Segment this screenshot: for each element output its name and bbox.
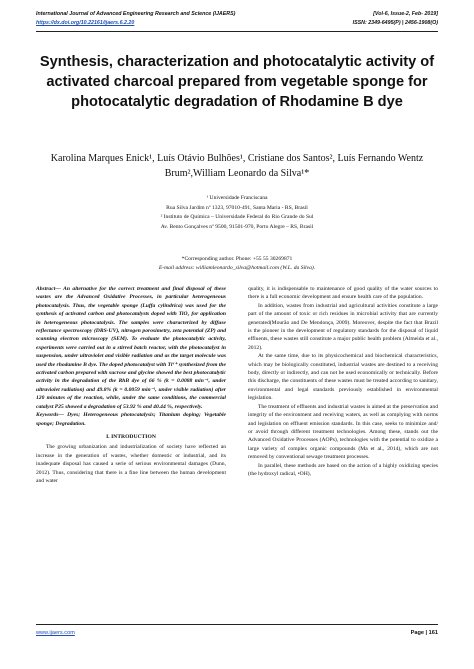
intro-paragraph: The growing urbanization and industrialization of society have reflected an increase in the generation of wastes, whether domestic or industrial, and its inadequate disposal has caused a serie of serious environmental damages (Dunn, 2012). Thus, considering that there is a fine line between the human development and water (36, 444, 226, 484)
affiliation-line: ² Instituto de Química – Universidade Federal do Rio Grande do Sul (160, 214, 314, 221)
journal-site-link[interactable]: www.ijaers.com (36, 630, 75, 636)
journal-name: International Journal of Advanced Engineering Research and Science (IJAERS) (36, 11, 236, 17)
affiliation-line: Rua Silva Jardim nº 1323, 97010-491, Santa Maria - RS, Brasil (166, 204, 308, 211)
keywords: Keywords— Dyes; Heterogeneous photocatalysis; Titanium doping; Vegetable sponge; Degradation. (36, 412, 226, 427)
header-rule (36, 31, 438, 32)
doi-link[interactable]: https://dx.doi.org/10.22161/ijaers.6.2.20 (36, 20, 135, 26)
right-column (248, 285, 438, 478)
abstract: Abstract— An alternative for the correct treatment and final disposal of these wastes are the Advanced Oxidative Processes, in particular heterogeneous photocatalysis. Thus, the vegetable sponge (Luffa cylindrica) was used for the synthesis of activated carbon and photocatalysts doped with TiO₂ for application in heterogeneous photocatalysis. The samples were characterized by diffuse reflectance spectroscopy (DRS-UV), nitrogen porosimetry, zeta potential (ZP) and scanning electron microscopy (SEM). To evaluate the photocatalytic activity, experiments were carried out in a stirred batch reactor, with the photocatalyst in suspension, under ultraviolet and visible radiation and as the target molecule was used the rhodamine B dye. The doped photocatalyst with Ti⁴⁺ synthesized from the activated carbon prepared with sucrose and glycine showed the best photocatalytic activity in the degradation of the RhB dye of 66 % (k = 0.0088 min⁻¹, under ultraviolet radiation) and 49.8% (k = 0.0059 min⁻¹, under visible radiation) after 120 minutes of the reaction, while, under the same conditions, the commercial catalyst P25 showed a degradation of 53.92 % and 40.44 %, respectively. (36, 286, 226, 410)
doi-header (36, 20, 438, 26)
issue-info: [Vol-6, Issue-2, Feb- 2019] (373, 11, 438, 17)
corresponding-email: E-mail address: williamleonardo_silva@hotmail.com (W.L. da Silva). (158, 265, 316, 272)
corresponding-phone: *Corresponding author. Phone: +55 55 30269871 (181, 256, 293, 262)
body-paragraph: The treatment of effluents and industrial wastes is aimed at the preservation and integrity of the environment and receiving waters, as well as complying with norms and legislation on effluent emission standards. In this case, seeks to minimize and/ or avoid through different treatment technologies. Among these, stands out the Advanced Oxidative Processes (AOPs), technologies with the potential to oxidize a large variety of complex organic compounds (Ma et al., 2014), which are not removed by conventional sewage treatment processes. (248, 403, 438, 461)
body-paragraph: In addition, wastes from industrial and agricultural activities constitute a large part of the amount of toxic or rich residues in microbial activity that are currently generated(Mourão and De Mendonça, 2009). Moreover, despite the fact that Brazil is the pioneer in the development of regulatory standards for the disposal of liquid effluents, these wastes still constitute a major public health problem (Almeida et al., 2012). (248, 302, 438, 351)
affiliations (60, 194, 414, 233)
section-heading-introduction: I. INTRODUCTION (106, 433, 156, 440)
journal-header (36, 11, 438, 17)
body-paragraph: quality, it is indispensable to maintenance of good quality of the water sources to there is a full economic development and ensure health care of the population. (248, 286, 438, 301)
affiliation-line: Av. Bento Gonçalves nº 9500, 91501-970, Porto Alegre – RS, Brasil (160, 224, 314, 231)
paper-title: Synthesis, characterization and photocatalytic activity of activated charcoal prepared from vegetable sponge for photocatalytic degradation of Rhodamine B dye (39, 54, 435, 110)
corresponding-author (60, 255, 414, 274)
affiliation-line: ¹ Universidade Franciscana (206, 195, 268, 201)
body-paragraph: At the same time, due to its physicochemical and biochemical characteristics, which may be biologically constituted, industrial wastes are destined to a receiving body, directly or indirectly, and can not be used economically or technically. Before this discharge, the constituents of these wastes must be treated according to sanitary, environmental and legal standards previously established in environmental legislation. (248, 353, 438, 402)
page-number: Page | 161 (410, 630, 438, 636)
issn-info: ISSN: 2349-6495(P) | 2456-1908(O) (352, 20, 438, 26)
body-paragraph: In parallel, these methods are based on the action of a highly oxidizing species (the hydroxyl radical, •OH), (248, 462, 438, 477)
page-footer (36, 630, 438, 636)
footer-rule (36, 624, 438, 625)
left-column (36, 285, 226, 485)
author-list: Karolina Marques Enick¹, Luís Otávio Bulhões¹, Cristiane dos Santos², Luís Fernando Wentz Brum²,William Leonardo da Silva¹* (50, 153, 424, 179)
